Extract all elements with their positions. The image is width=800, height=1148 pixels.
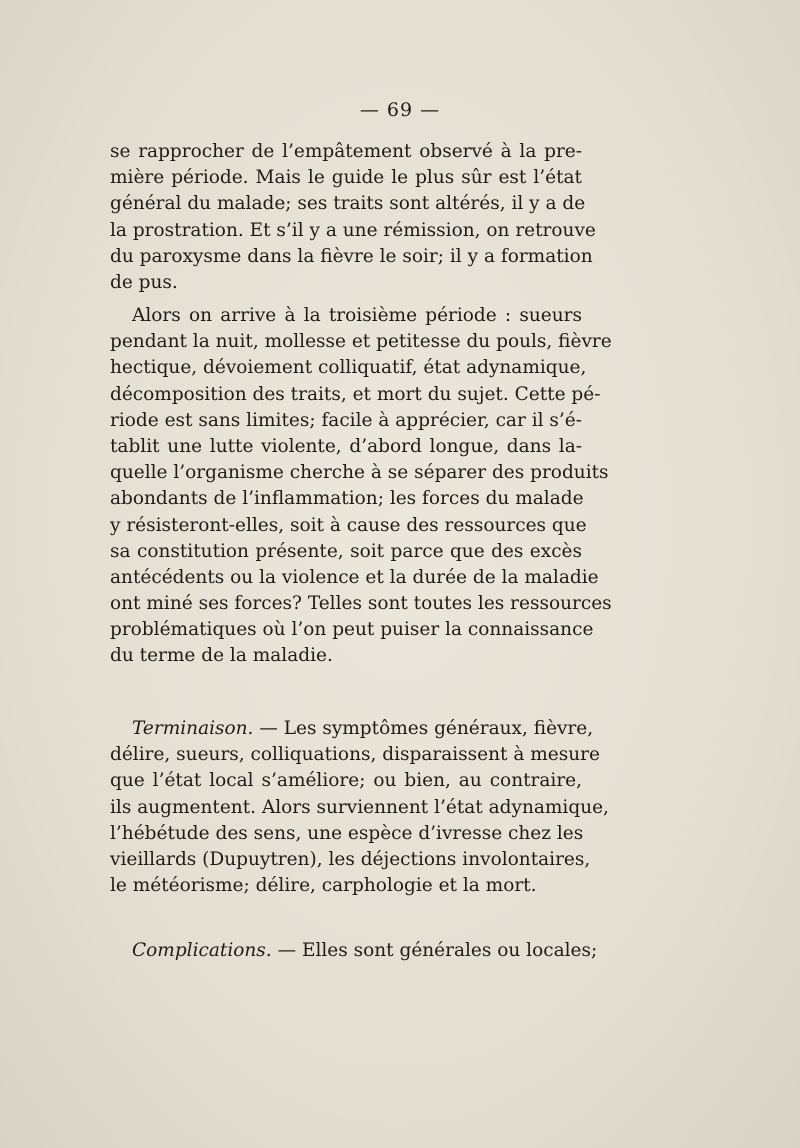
text-line: sa constitution présente, soit parce que des excès — [110, 540, 582, 562]
text-line: que l’état local s’améliore; ou bien, au contraire, — [110, 770, 582, 792]
text-line: la prostration. Et s’il y a une rémission, on retrouve — [110, 219, 596, 241]
paragraph-1 — [110, 139, 596, 296]
paragraph-2 — [110, 303, 612, 670]
paragraph-complications — [110, 938, 598, 964]
page-number: — 69 — — [359, 99, 441, 121]
text-line: quelle l’organisme cherche à se séparer des produits — [110, 462, 609, 484]
text-line: y résisteront-elles, soit à cause des ressources que — [110, 514, 587, 536]
text-line: Alors on arrive à la troisième période : sueurs — [132, 305, 582, 326]
text-line: décomposition des traits, et mort du sujet. Cette pé- — [110, 383, 601, 405]
paragraph-terminaison — [110, 716, 609, 899]
text-line: du terme de la maladie. — [110, 645, 333, 667]
text-line: l’hébétude des sens, une espèce d’ivresse chez les — [110, 822, 584, 844]
text-line: le météorisme; délire, carphologie et la mort. — [110, 875, 537, 897]
text-line: tablit une lutte violente, d’abord longue, dans la- — [110, 435, 582, 457]
text-line — [110, 938, 598, 964]
text-run: — Les symptômes généraux, fièvre, — [253, 718, 594, 739]
text-line: abondants de l’inflammation; les forces du malade — [110, 488, 584, 510]
text-line: pendant la nuit, mollesse et petitesse du pouls, fièvre — [110, 331, 612, 353]
text-line: riode est sans limites; facile à apprécier, car il s’é- — [110, 409, 582, 431]
text-line: ils augmentent. Alors surviennent l’état adynamique, — [110, 796, 609, 818]
text-run: — Elles sont générales ou locales; — [271, 940, 598, 961]
text-line: problématiques où l’on peut puiser la connaissance — [110, 619, 594, 641]
text-line: du paroxysme dans la fièvre le soir; il y a formation — [110, 245, 593, 267]
text-line: général du malade; ses traits sont altérés, il y a de — [110, 193, 586, 215]
text-line: hectique, dévoiement colliquatif, état adynamique, — [110, 357, 587, 379]
text-line: vieillards (Dupuytren), les déjections involontaires, — [110, 848, 591, 870]
text-line: mière période. Mais le guide le plus sûr est l’état — [110, 167, 582, 189]
text-line — [110, 716, 594, 742]
text-line: de pus. — [110, 271, 178, 293]
text-line: délire, sueurs, colliquations, disparaissent à mesure — [110, 744, 600, 766]
text-line: ont miné ses forces? Telles sont toutes les ressources — [110, 593, 612, 615]
text-line: antécédents ou la violence et la durée de la maladie — [110, 566, 599, 588]
text-line: se rapprocher de l’empâtement observé à la pre- — [110, 141, 582, 162]
section-heading-complications: Complications. — [132, 940, 272, 961]
section-heading-terminaison: Terminaison. — [132, 718, 254, 739]
